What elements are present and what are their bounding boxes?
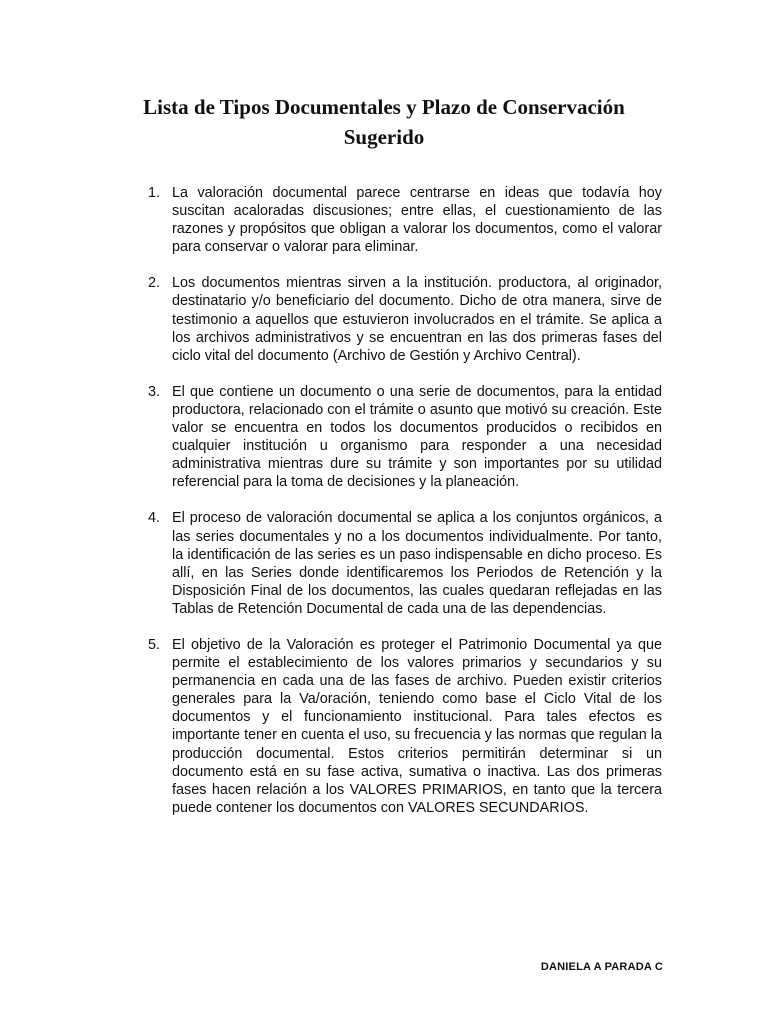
list-item bbox=[148, 636, 662, 817]
list-item-text: El proceso de valoración documental se aplica a los conjuntos orgánicos, a las series documentales y no a los documentos individualmente. Por tanto, la identificación de las series es un paso indispensable en dicho proceso. Es allí, en las Series donde identificaremos los Periodos de Retención y la Disposición Final de los documentos, las cuales quedaran reflejadas en las Tablas de Retención Documental de cada una de las dependencias. bbox=[172, 510, 662, 617]
numbered-list bbox=[148, 184, 662, 835]
list-item bbox=[148, 274, 662, 364]
list-item-text: La valoración documental parece centrarse en ideas que todavía hoy suscitan acaloradas discusiones; entre ellas, el cuestionamiento de las razones y propósitos que obligan a valorar los documentos, como el valorar para conservar o valorar para eliminar. bbox=[172, 185, 662, 256]
list-item-text: El objetivo de la Valoración es proteger el Patrimonio Documental ya que permite el establecimiento de los valores primarios y secundarios y su permanencia en cada una de las fases de archivo. Pueden existir criterios generales para la Va/oración, teniendo como base el Ciclo Vital de los documentos y el funcionamiento institucional. Para tales efectos es importante tener en cuenta el uso, su frecuencia y las normas que regulan la producción documental. Estos criterios permitirán determinar si un documento está en su fase activa, sumativa o inactiva. Las dos primeras fases hacen relación a los VALORES PRIMARIOS, en tanto que la tercera puede contener los documentos con VALORES SECUNDARIOS. bbox=[172, 636, 662, 816]
list-item-text: El que contiene un documento o una serie de documentos, para la entidad productora, relacionado con el trámite o asunto que motivó su creación. Este valor se encuentra en todos los documentos producidos o recibidos en cualquier institución u organismo para responder a una necesidad administrativa mientras dure su trámite y son importantes por su utilidad referencial para la toma de decisiones y la planeación. bbox=[172, 383, 662, 491]
list-item-text: Los documentos mientras sirven a la institución. productora, al originador, destinatario y/o beneficiario del documento. Dicho de otra manera, sirve de testimonio a aquellos que estuvieron involucrados en el trámite. Se aplica a los archivos administrativos y se encuentran en las dos primeras fases del ciclo vital del documento (Archivo de Gestión y Archivo Central). bbox=[172, 275, 662, 364]
list-item-number: 3. bbox=[148, 383, 161, 400]
list-item-number: 2. bbox=[148, 275, 161, 292]
list-item bbox=[148, 383, 662, 492]
document-title bbox=[100, 92, 668, 152]
list-item-number: 4. bbox=[148, 510, 161, 527]
list-item-number: 1. bbox=[148, 185, 161, 201]
list-item bbox=[148, 184, 662, 256]
list-item bbox=[148, 509, 662, 618]
title-line-1: Lista de Tipos Documentales y Plazo de Conservación bbox=[143, 95, 625, 119]
title-line-2: Sugerido bbox=[343, 125, 425, 149]
footer-author: DANIELA A PARADA C bbox=[540, 961, 663, 973]
list-item-number: 5. bbox=[148, 636, 161, 653]
